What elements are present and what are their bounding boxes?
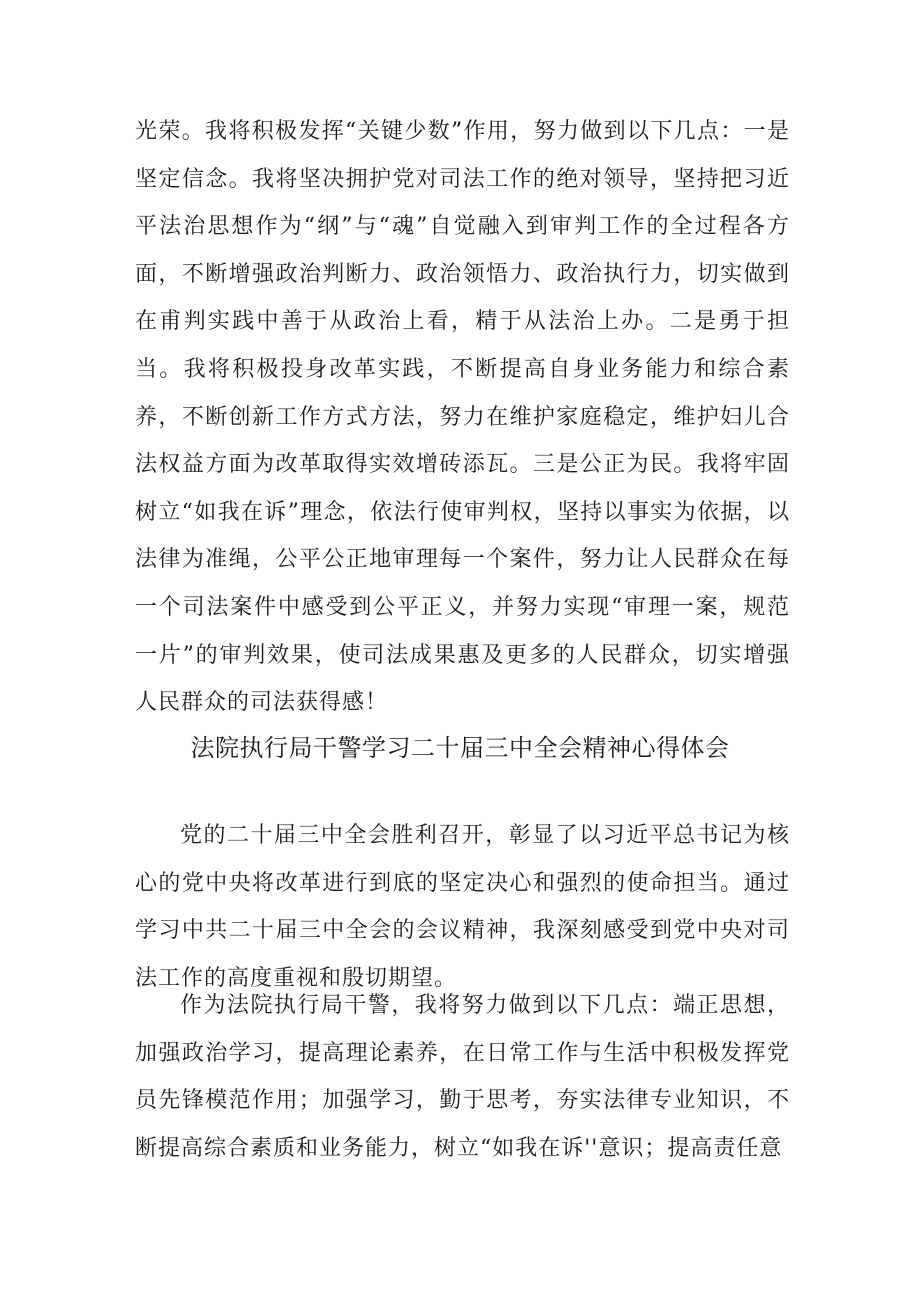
body-paragraph-1: 党的二十届三中全会胜利召开，彰显了以习近平总书记为核心的党中央将改革进行到底的坚定决心和强烈的使命担当。通过学习中共二十届三中全会的会议精神，我深刻感受到党中央对司法工作的高度重视和殷切期望。 [135, 823, 790, 991]
body-paragraph-2: 作为法院执行局干警，我将努力做到以下几点：端正思想，加强政治学习，提高理论素养，在日常工作与生活中积极发挥党员先锋模范作用；加强学习，勤于思考，夯实法律专业知识，不断提高综合素质和业务能力，树立“如我在诉''意识；提高责任意 [135, 993, 790, 1161]
continuation-paragraph: 光荣。我将积极发挥“关键少数”作用，努力做到以下几点：一是坚定信念。我将坚决拥护党对司法工作的绝对领导，坚持把习近平法治思想作为“纲”与“魂”自觉融入到审判工作的全过程各方面，不断增强政治判断力、政治领悟力、政治执行力，切实做到在甫判实践中善于从政治上看，精于从法治上办。二是勇于担当。我将积极投身改革实践，不断提高自身业务能力和综合素养，不断创新工作方式方法，努力在维护家庭稳定，维护妇儿合法权益方面为改革取得实效增砖添瓦。三是公正为民。我将牢固树立“如我在诉”理念，依法行使审判权，坚持以事实为依据，以法律为准绳，公平公正地审理每一个案件，努力让人民群众在每一个司法案件中感受到公平正义，并努力实现“审理一案，规范一片”的审判效果，使司法成果惠及更多的人民群众，切实增强人民群众的司法获得感！ [135, 119, 790, 716]
section-title: 法院执行局干警学习二十届三中全会精神心得体会 [190, 734, 730, 762]
